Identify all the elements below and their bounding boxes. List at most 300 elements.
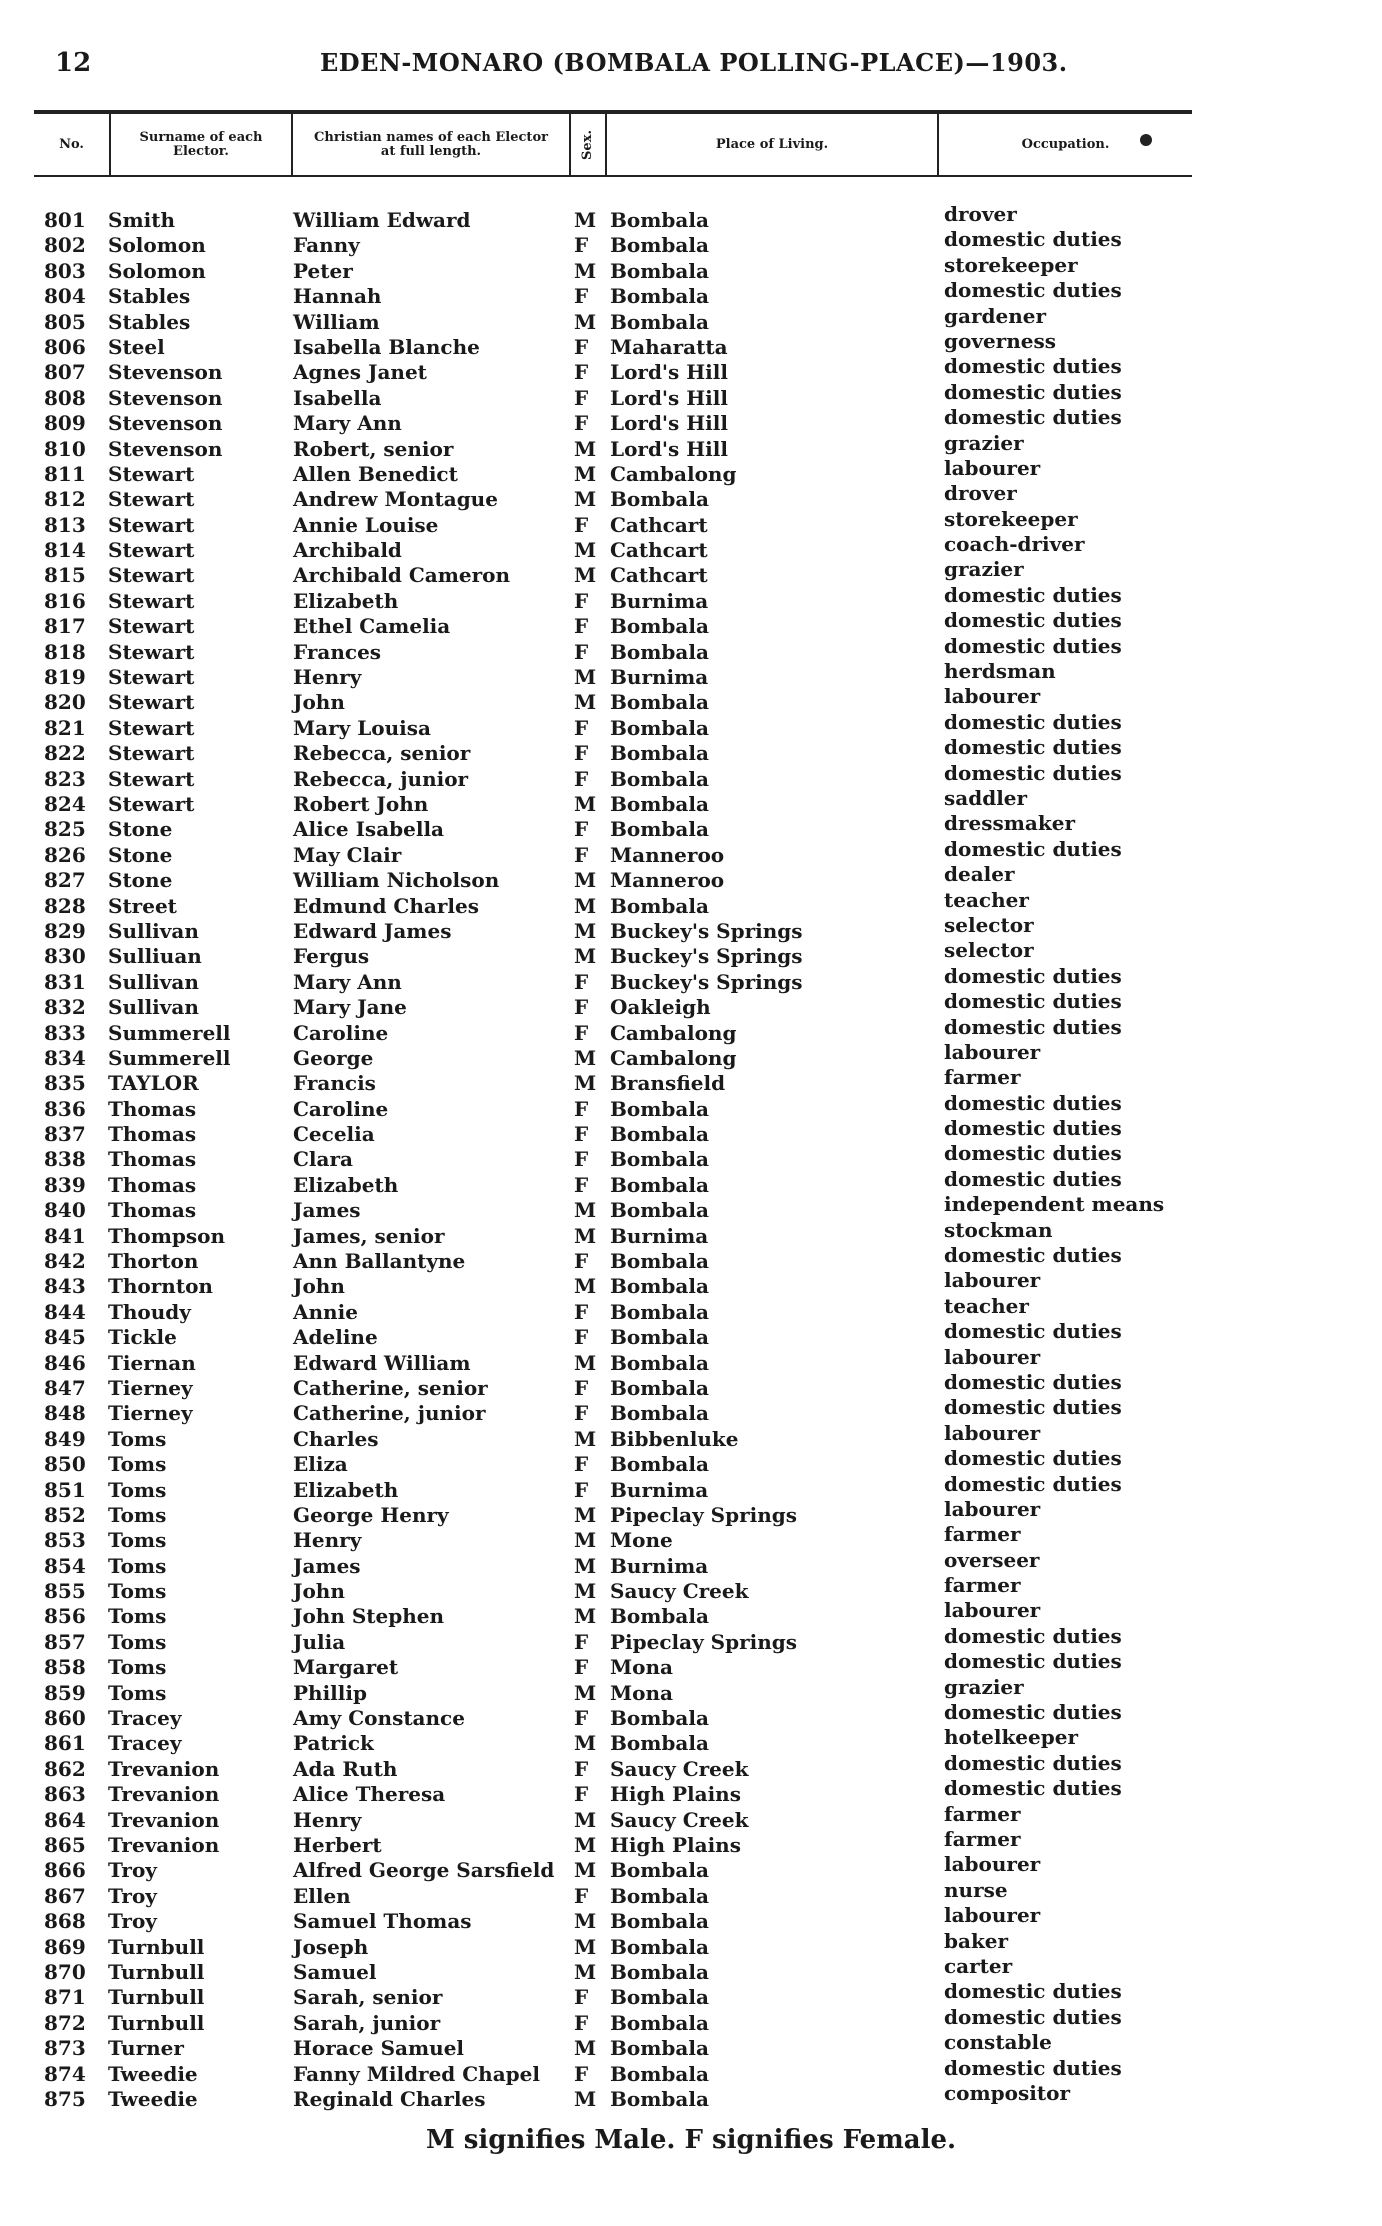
table-row (0, 1471, 1382, 1503)
table-row (0, 1116, 1382, 1147)
elector-occupation: labourer (944, 1496, 1041, 1521)
elector-christian-names: Joseph (293, 1934, 369, 1959)
table-row (0, 684, 1382, 715)
elector-number: 852 (44, 1502, 86, 1527)
table-row (0, 227, 1382, 258)
elector-sex: M (574, 461, 597, 486)
elector-number: 831 (44, 969, 86, 994)
elector-christian-names: Archibald (293, 538, 402, 563)
table-row (0, 938, 1382, 969)
elector-surname: Toms (108, 1553, 167, 1578)
elector-sex: F (574, 614, 589, 639)
elector-christian-names: Robert John (293, 791, 429, 816)
elector-sex: M (574, 1833, 597, 1857)
elector-sex: F (574, 385, 589, 410)
elector-place: Cambalong (610, 1045, 737, 1070)
elector-number: 837 (44, 1122, 86, 1147)
elector-occupation: farmer (944, 1522, 1021, 1547)
elector-place: Bransfield (610, 1071, 726, 1096)
elector-christian-names: Elizabeth (293, 588, 399, 613)
table-row (0, 989, 1382, 1020)
elector-surname: Stables (108, 284, 191, 309)
elector-sex: F (574, 1147, 589, 1172)
elector-occupation: labourer (944, 1852, 1041, 1877)
elector-number: 860 (44, 1706, 86, 1731)
elector-occupation: constable (944, 2030, 1052, 2055)
elector-occupation: labourer (944, 684, 1041, 709)
elector-number: 821 (44, 715, 86, 740)
elector-place: Bombala (610, 1959, 709, 1984)
elector-surname: Thompson (108, 1223, 226, 1248)
elector-occupation: domestic duties (944, 1979, 1122, 2004)
table-row (0, 2004, 1382, 2036)
elector-christian-names: Clara (293, 1147, 353, 1172)
elector-christian-names: John (293, 1579, 345, 1604)
elector-occupation: dealer (944, 862, 1015, 887)
elector-number: 871 (44, 1985, 86, 2010)
elector-surname: Toms (108, 1655, 167, 1680)
elector-surname: Stevenson (108, 436, 223, 461)
elector-place: Saucy Creek (610, 1579, 749, 1604)
legend-footer: M signifies Male. F signifies Female. (425, 2125, 957, 2155)
elector-place: Bombala (610, 1401, 709, 1426)
elector-surname: Tracey (108, 1731, 182, 1756)
elector-occupation: selector (944, 938, 1034, 963)
elector-number: 858 (44, 1655, 86, 1680)
elector-surname: Toms (108, 1579, 167, 1604)
elector-sex: M (574, 1350, 597, 1375)
elector-christian-names: William Edward (293, 208, 471, 232)
elector-number: 850 (44, 1452, 86, 1477)
elector-occupation: hotelkeeper (944, 1725, 1078, 1750)
elector-sex: M (574, 1579, 597, 1604)
elector-number: 862 (44, 1756, 86, 1781)
elector-number: 867 (44, 1883, 86, 1908)
elector-number: 869 (44, 1934, 86, 1959)
table-row (0, 430, 1382, 462)
elector-surname: Troy (108, 1858, 157, 1883)
elector-occupation: labourer (944, 1420, 1041, 1445)
elector-number: 854 (44, 1553, 86, 1578)
elector-christian-names: Fergus (293, 944, 370, 969)
elector-number: 833 (44, 1020, 86, 1045)
elector-place: Bombala (610, 1375, 709, 1400)
elector-sex: M (574, 1528, 597, 1553)
elector-christian-names: Annie (293, 1299, 358, 1324)
elector-number: 830 (44, 944, 86, 969)
elector-surname: Tierney (108, 1401, 193, 1426)
elector-place: Bombala (610, 1706, 709, 1731)
elector-place: Bombala (610, 1883, 709, 1908)
elector-occupation: domestic duties (944, 735, 1122, 760)
elector-number: 811 (44, 461, 86, 486)
table-row (0, 963, 1382, 995)
elector-sex: F (574, 1756, 589, 1781)
elector-number: 834 (44, 1045, 86, 1070)
elector-sex: M (574, 893, 597, 918)
elector-christian-names: Alice Theresa (293, 1782, 446, 1807)
elector-place: Bombala (610, 258, 709, 283)
table-row (0, 1192, 1382, 1223)
elector-occupation: drover (944, 481, 1017, 506)
elector-sex: F (574, 766, 589, 791)
elector-sex: F (574, 1325, 589, 1350)
table-row (0, 481, 1382, 512)
elector-place: Mona (610, 1655, 673, 1680)
table-row (0, 405, 1382, 436)
elector-occupation: labourer (944, 1344, 1041, 1369)
elector-place: Cathcart (610, 563, 708, 588)
elector-christian-names: Herbert (293, 1833, 382, 1857)
elector-occupation: teacher (944, 887, 1029, 912)
elector-place: Bombala (610, 487, 709, 512)
elector-sex: F (574, 284, 589, 309)
elector-surname: Troy (108, 1909, 157, 1934)
elector-occupation: domestic duties (944, 582, 1122, 607)
table-row (0, 735, 1382, 766)
elector-surname: Tracey (108, 1706, 182, 1731)
elector-place: Bombala (610, 741, 709, 766)
elector-number: 843 (44, 1274, 86, 1299)
elector-sex: F (574, 817, 589, 842)
elector-christian-names: Catherine, junior (293, 1401, 486, 1426)
elector-surname: Sullivan (108, 995, 199, 1020)
elector-surname: Thorton (108, 1249, 199, 1274)
elector-number: 836 (44, 1096, 86, 1121)
elector-surname: Stewart (108, 588, 195, 613)
elector-christian-names: Charles (293, 1426, 379, 1451)
elector-place: Bombala (610, 1604, 709, 1629)
elector-christian-names: Fanny Mildred Chapel (293, 2061, 540, 2086)
elector-surname: Stone (108, 842, 173, 867)
elector-surname: Stewart (108, 715, 195, 740)
table-row (0, 557, 1382, 588)
elector-place: Bombala (610, 614, 709, 639)
elector-place: High Plains (610, 1833, 741, 1857)
table-row (0, 1573, 1382, 1604)
elector-place: Bombala (610, 1172, 709, 1197)
elector-place: Bombala (610, 1985, 709, 2010)
elector-sex: F (574, 1172, 589, 1197)
elector-christian-names: Andrew Montague (293, 487, 498, 512)
col-header-no: No. (59, 136, 84, 152)
elector-place: Cathcart (610, 538, 708, 563)
elector-sex: F (574, 1452, 589, 1477)
elector-sex: F (574, 1782, 589, 1807)
table-row (0, 252, 1382, 284)
table-row (0, 278, 1382, 309)
table-row (0, 633, 1382, 665)
elector-sex: F (574, 639, 589, 664)
elector-occupation: coach-driver (944, 532, 1085, 557)
table-row (0, 912, 1382, 944)
elector-christian-names: Francis (293, 1071, 376, 1096)
elector-sex: M (574, 1604, 597, 1629)
elector-surname: Stables (108, 309, 191, 334)
elector-surname: Thornton (108, 1274, 213, 1299)
table-row (0, 1420, 1382, 1452)
page-title: EDEN-MONARO (BOMBALA POLLING-PLACE)—1903. (320, 48, 1068, 77)
elector-christian-names: Edward James (293, 918, 452, 943)
elector-christian-names: John (293, 690, 345, 715)
table-row (0, 1090, 1382, 1122)
elector-place: Burnima (610, 1553, 709, 1578)
elector-number: 845 (44, 1325, 86, 1350)
elector-christian-names: Agnes Janet (293, 360, 427, 385)
col-header-occupation: Occupation. (937, 114, 1192, 175)
elector-number: 872 (44, 2010, 86, 2035)
elector-surname: Thomas (108, 1198, 197, 1223)
elector-sex: F (574, 842, 589, 867)
elector-occupation: domestic duties (944, 379, 1122, 404)
elector-number: 804 (44, 284, 86, 309)
elector-number: 839 (44, 1172, 86, 1197)
elector-place: Bombala (610, 1731, 709, 1756)
elector-christian-names: Alfred George Sarsfield (293, 1858, 555, 1883)
elector-occupation: labourer (944, 1598, 1041, 1623)
elector-sex: M (574, 309, 597, 334)
elector-place: Bombala (610, 2061, 709, 2086)
elector-number: 875 (44, 2086, 86, 2111)
elector-surname: Tweedie (108, 2086, 198, 2111)
elector-surname: Stewart (108, 461, 195, 486)
elector-sex: M (574, 690, 597, 715)
elector-christian-names: Elizabeth (293, 1172, 399, 1197)
elector-occupation: domestic duties (944, 1750, 1122, 1775)
table-row (0, 608, 1382, 639)
elector-sex: F (574, 1299, 589, 1324)
elector-number: 868 (44, 1909, 86, 1934)
elector-surname: Stone (108, 868, 173, 893)
elector-place: Buckey's Springs (610, 918, 803, 943)
elector-number: 861 (44, 1731, 86, 1756)
elector-christian-names: Caroline (293, 1020, 389, 1045)
elector-number: 855 (44, 1579, 86, 1604)
elector-occupation: herdsman (944, 659, 1056, 684)
elector-place: High Plains (610, 1782, 741, 1807)
elector-sex: M (574, 487, 597, 512)
elector-occupation: saddler (944, 785, 1028, 810)
elector-christian-names: Adeline (293, 1325, 378, 1350)
elector-surname: Toms (108, 1528, 167, 1553)
elector-surname: Stewart (108, 563, 195, 588)
elector-sex: M (574, 1223, 597, 1248)
elector-number: 847 (44, 1375, 86, 1400)
elector-surname: Tiernan (108, 1350, 196, 1375)
elector-place: Lord's Hill (610, 411, 728, 436)
elector-number: 841 (44, 1223, 86, 1248)
elector-christian-names: William Nicholson (293, 868, 500, 893)
elector-sex: M (574, 1426, 597, 1451)
elector-sex: M (574, 944, 597, 969)
elector-christian-names: Samuel (293, 1959, 377, 1984)
elector-number: 874 (44, 2061, 86, 2086)
elector-sex: M (574, 1045, 597, 1070)
elector-number: 817 (44, 614, 86, 639)
elector-occupation: labourer (944, 1903, 1041, 1928)
elector-occupation: domestic duties (944, 836, 1122, 861)
elector-occupation: nurse (944, 1877, 1008, 1902)
elector-occupation: independent means (944, 1192, 1165, 1217)
elector-surname: Thomas (108, 1122, 197, 1147)
elector-place: Mona (610, 1680, 673, 1705)
elector-surname: Stewart (108, 690, 195, 715)
elector-place: Cathcart (610, 512, 708, 537)
table-row (0, 1598, 1382, 1629)
elector-sex: F (574, 741, 589, 766)
elector-surname: Toms (108, 1452, 167, 1477)
table-row (0, 1877, 1382, 1909)
elector-christian-names: James (293, 1198, 361, 1223)
elector-sex: M (574, 1274, 597, 1299)
elector-surname: Turnbull (108, 2010, 205, 2035)
elector-christian-names: Mary Ann (293, 411, 402, 436)
elector-sex: F (574, 2010, 589, 2035)
elector-number: 853 (44, 1528, 86, 1553)
elector-number: 818 (44, 639, 86, 664)
elector-surname: Turner (108, 2036, 184, 2061)
elector-sex: F (574, 969, 589, 994)
elector-number: 806 (44, 334, 86, 359)
elector-number: 808 (44, 385, 86, 410)
elector-christian-names: Elizabeth (293, 1477, 399, 1502)
elector-occupation: domestic duties (944, 1166, 1122, 1191)
elector-place: Bombala (610, 791, 709, 816)
elector-surname: Toms (108, 1680, 167, 1705)
elector-christian-names: Alice Isabella (293, 817, 445, 842)
elector-number: 802 (44, 233, 86, 258)
elector-number: 838 (44, 1147, 86, 1172)
elector-sex: M (574, 538, 597, 563)
elector-place: Bombala (610, 1325, 709, 1350)
elector-occupation: domestic duties (944, 1471, 1122, 1496)
table-row (0, 862, 1382, 893)
elector-christian-names: Ethel Camelia (293, 614, 451, 639)
elector-sex: M (574, 1858, 597, 1883)
table-row (0, 506, 1382, 538)
elector-sex: M (574, 1909, 597, 1934)
table-row (0, 1065, 1382, 1096)
elector-number: 846 (44, 1350, 86, 1375)
elector-number: 803 (44, 258, 86, 283)
elector-number: 805 (44, 309, 86, 334)
elector-place: Bombala (610, 2010, 709, 2035)
elector-sex: M (574, 258, 597, 283)
elector-place: Buckey's Springs (610, 969, 803, 994)
elector-christian-names: George (293, 1045, 374, 1070)
elector-number: 813 (44, 512, 86, 537)
elector-number: 816 (44, 588, 86, 613)
elector-number: 825 (44, 817, 86, 842)
elector-number: 829 (44, 918, 86, 943)
elector-place: Burnima (610, 665, 709, 690)
elector-christian-names: Margaret (293, 1655, 399, 1680)
elector-occupation: farmer (944, 1801, 1021, 1826)
elector-occupation: domestic duties (944, 405, 1122, 430)
elector-surname: Stewart (108, 538, 195, 563)
page-number: 12 (55, 48, 92, 78)
elector-number: 828 (44, 893, 86, 918)
elector-sex: M (574, 1553, 597, 1578)
elector-occupation: domestic duties (944, 633, 1122, 658)
elector-occupation: domestic duties (944, 2004, 1122, 2029)
table-row (0, 1953, 1382, 1985)
elector-number: 824 (44, 791, 86, 816)
table-row (0, 785, 1382, 817)
elector-surname: Stewart (108, 512, 195, 537)
elector-occupation: domestic duties (944, 1116, 1122, 1141)
elector-sex: F (574, 334, 589, 359)
elector-sex: F (574, 512, 589, 537)
table-row (0, 659, 1382, 690)
elector-place: Bombala (610, 639, 709, 664)
elector-number: 851 (44, 1477, 86, 1502)
table-row (0, 1039, 1382, 1071)
elector-christian-names: Annie Louise (293, 512, 439, 537)
elector-surname: Stewart (108, 791, 195, 816)
table-row (0, 1649, 1382, 1680)
elector-christian-names: Ann Ballantyne (293, 1249, 466, 1274)
elector-christian-names: Fanny (293, 233, 360, 258)
table-row (0, 1725, 1382, 1756)
elector-sex: M (574, 2036, 597, 2061)
table-row (0, 887, 1382, 919)
table-row (0, 1014, 1382, 1046)
table-row (0, 1243, 1382, 1274)
elector-sex: M (574, 2086, 597, 2111)
elector-place: Burnima (610, 1477, 709, 1502)
table-row (0, 1141, 1382, 1172)
elector-number: 820 (44, 690, 86, 715)
elector-place: Bombala (610, 309, 709, 334)
elector-christian-names: Eliza (293, 1452, 348, 1477)
elector-surname: Sullivan (108, 969, 199, 994)
elector-surname: Thoudy (108, 1299, 191, 1324)
elector-place: Mone (610, 1528, 673, 1553)
elector-christian-names: Horace Samuel (293, 2036, 465, 2061)
elector-sex: F (574, 411, 589, 436)
table-row (0, 2055, 1382, 2087)
elector-place: Manneroo (610, 842, 725, 867)
elector-number: 814 (44, 538, 86, 563)
col-header-place: Place of Living. (605, 114, 937, 175)
elector-surname: Toms (108, 1629, 167, 1654)
elector-christian-names: Sarah, junior (293, 2010, 441, 2035)
elector-occupation: domestic duties (944, 608, 1122, 633)
elector-christian-names: Peter (293, 258, 353, 283)
elector-christian-names: William (293, 309, 380, 334)
elector-christian-names: Edward William (293, 1350, 471, 1375)
table-row (0, 354, 1382, 385)
elector-number: 857 (44, 1629, 86, 1654)
elector-surname: Toms (108, 1426, 167, 1451)
table-row (0, 1547, 1382, 1579)
col-header-sex: Sex. (569, 114, 605, 175)
elector-place: Bombala (610, 766, 709, 791)
elector-occupation: grazier (944, 557, 1024, 582)
elector-surname: Toms (108, 1502, 167, 1527)
elector-christian-names: Ada Ruth (293, 1756, 398, 1781)
elector-place: Pipeclay Springs (610, 1502, 798, 1527)
elector-occupation: farmer (944, 1827, 1021, 1851)
elector-christian-names: Isabella (293, 385, 382, 410)
elector-sex: M (574, 1934, 597, 1959)
elector-number: 866 (44, 1858, 86, 1883)
elector-sex: M (574, 918, 597, 943)
elector-surname: Stevenson (108, 360, 223, 385)
elector-number: 870 (44, 1959, 86, 1984)
elector-number: 842 (44, 1249, 86, 1274)
